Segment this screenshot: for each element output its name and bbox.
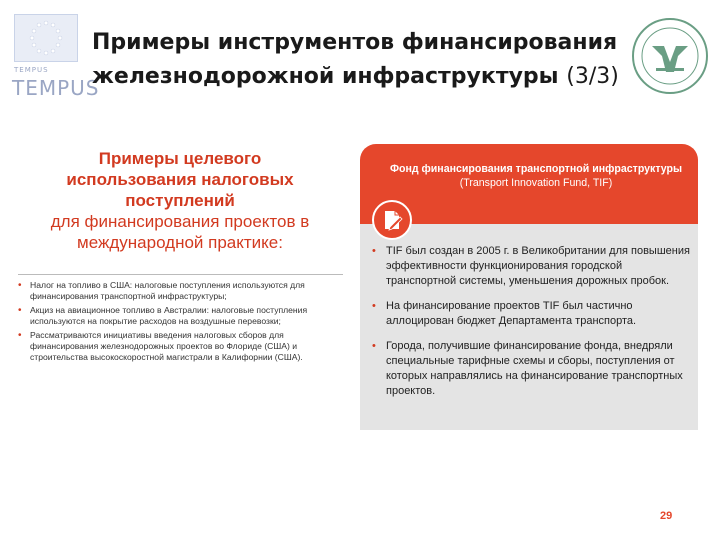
tif-card xyxy=(360,144,698,430)
tempus-label: TEMPUS xyxy=(12,76,100,100)
page-title xyxy=(92,26,637,94)
list-item: • Рассматриваются инициативы введения налоговых сборов для финансирования железнодорожных проектов во Флориде (США) и строительства высокоскоростной магистрали в Калифорнии (США). xyxy=(18,330,346,364)
title-line-2-text: железнодорожной инфраструктуры xyxy=(92,64,559,89)
list-item: • TIF был создан в 2005 г. в Великобритании для повышения эффективности функционирования городской транспортной системы, уменьшения дорожных пробок. xyxy=(372,244,690,289)
tif-card-title-bold: Фонд финансирования транспортной инфраструктуры xyxy=(389,163,683,175)
left-heading-line-2: использования налоговых xyxy=(66,170,294,189)
left-heading-line-4: для финансирования проектов в xyxy=(50,212,310,231)
list-item: • Акциз на авиационное топливо в Австралии: налоговые поступления используются на покрытие расходов на воздушные перевозки; xyxy=(18,305,346,328)
page-number: 29 xyxy=(660,510,673,522)
title-line-2 xyxy=(92,60,637,94)
left-heading-line-3: поступлений xyxy=(125,191,235,210)
left-divider xyxy=(18,274,343,275)
tempus-logo xyxy=(10,14,100,102)
left-bullet-list xyxy=(18,280,346,366)
tif-bullet-list xyxy=(372,244,690,409)
university-seal-icon xyxy=(630,16,710,96)
document-pen-icon xyxy=(372,200,412,240)
tif-card-title xyxy=(386,162,686,190)
left-heading-line-1: Примеры целевого xyxy=(98,149,262,168)
list-item: • Города, получившие финансирование фонда, внедряли специальные тарифные схемы и сборы, поступления от которых направлялись на финансирование транспортных проектов. xyxy=(372,339,690,399)
left-heading-line-5: международной практике: xyxy=(77,233,283,252)
list-item: • На финансирование проектов TIF был частично аллоцирован бюджет Департамента транспорта. xyxy=(372,299,690,329)
left-heading xyxy=(20,148,340,253)
list-item: • Налог на топливо в США: налоговые поступления используются для финансирования транспортной инфраструктуры; xyxy=(18,280,346,303)
tempus-subtitle: TEMPUS xyxy=(14,66,49,74)
eu-flag-icon xyxy=(14,14,78,62)
tif-card-title-normal: (Transport Innovation Fund, TIF) xyxy=(459,177,613,189)
title-counter: (3/3) xyxy=(566,64,619,89)
title-line-1: Примеры инструментов финансирования xyxy=(92,30,618,55)
